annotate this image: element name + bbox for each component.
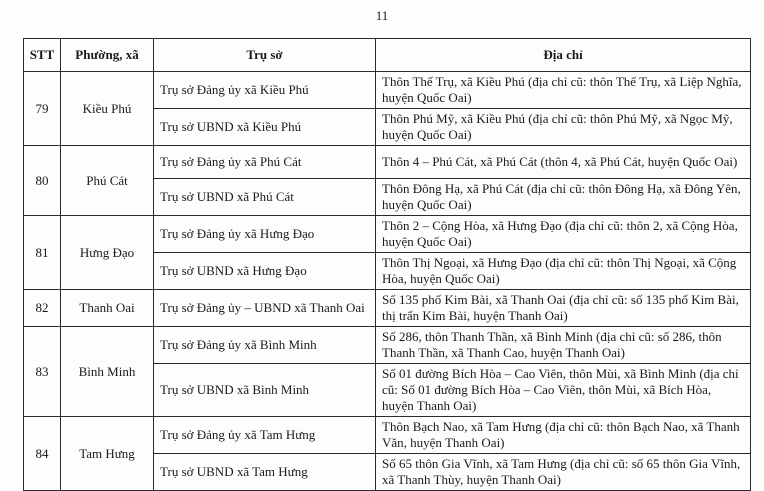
address-cell: Thôn Phú Mỹ, xã Kiều Phú (địa chỉ cũ: thôn Phú Mỹ, xã Ngọc Mỹ, huyện Quốc Oai) — [376, 109, 751, 146]
stt-cell: 80 — [24, 146, 61, 216]
office-cell: Trụ sở Đảng ủy xã Tam Hưng — [154, 417, 376, 454]
office-cell: Trụ sở Đảng ủy xã Kiều Phú — [154, 72, 376, 109]
address-cell: Số 01 đường Bích Hòa – Cao Viên, thôn Mùi, xã Bình Minh (địa chỉ cũ: Số 01 đường Bích Hòa – Cao Viên, thôn Mùi, xã Bích Hòa, huyện Thanh Oai) — [376, 364, 751, 417]
address-cell: Thôn Thế Trụ, xã Kiều Phú (địa chỉ cũ: thôn Thế Trụ, xã Liệp Nghĩa, huyện Quốc Oai) — [376, 72, 751, 109]
office-cell: Trụ sở Đảng ủy xã Phú Cát — [154, 146, 376, 179]
table-row — [24, 72, 751, 109]
address-cell: Số 135 phố Kim Bài, xã Thanh Oai (địa chỉ cũ: số 135 phố Kim Bài, thị trấn Kim Bài, huyện Thanh Oai) — [376, 290, 751, 327]
address-cell: Số 286, thôn Thanh Thần, xã Bình Minh (địa chỉ cũ: số 286, thôn Thanh Thần, xã Thanh Cao, huyện Thanh Oai) — [376, 327, 751, 364]
address-cell: Thôn Đông Hạ, xã Phú Cát (địa chỉ cũ: thôn Đông Hạ, xã Đông Yên, huyện Quốc Oai) — [376, 179, 751, 216]
page-number: 11 — [375, 8, 389, 23]
table-row — [24, 216, 751, 253]
ward-cell: Thanh Oai — [61, 290, 154, 327]
ward-cell: Tam Hưng — [61, 417, 154, 491]
office-cell: Trụ sở UBND xã Kiều Phú — [154, 109, 376, 146]
header-address: Địa chỉ — [376, 39, 751, 72]
stt-cell: 81 — [24, 216, 61, 290]
table-row — [24, 327, 751, 364]
office-cell: Trụ sở Đảng ủy xã Bình Minh — [154, 327, 376, 364]
stt-cell: 82 — [24, 290, 61, 327]
office-cell: Trụ sở UBND xã Tam Hưng — [154, 454, 376, 491]
table-header-row — [24, 39, 751, 72]
header-ward: Phường, xã — [61, 39, 154, 72]
office-cell: Trụ sở UBND xã Phú Cát — [154, 179, 376, 216]
office-cell: Trụ sở Đảng ủy xã Hưng Đạo — [154, 216, 376, 253]
ward-cell: Phú Cát — [61, 146, 154, 216]
address-cell: Thôn Thị Ngoại, xã Hưng Đạo (địa chỉ cũ: thôn Thị Ngoại, xã Cộng Hòa, huyện Quốc Oai) — [376, 253, 751, 290]
stt-cell: 84 — [24, 417, 61, 491]
ward-cell: Kiều Phú — [61, 72, 154, 146]
header-office: Trụ sở — [154, 39, 376, 72]
table-row — [24, 146, 751, 179]
office-cell: Trụ sở UBND xã Bình Minh — [154, 364, 376, 417]
address-cell: Thôn 2 – Cộng Hòa, xã Hưng Đạo (địa chỉ cũ: thôn 2, xã Cộng Hòa, huyện Quốc Oai) — [376, 216, 751, 253]
table-row — [24, 290, 751, 327]
office-address-table — [23, 38, 751, 491]
stt-cell: 83 — [24, 327, 61, 417]
office-cell: Trụ sở UBND xã Hưng Đạo — [154, 253, 376, 290]
header-stt: STT — [24, 39, 61, 72]
address-cell: Thôn 4 – Phú Cát, xã Phú Cát (thôn 4, xã Phú Cát, huyện Quốc Oai) — [376, 146, 751, 179]
table-row — [24, 417, 751, 454]
ward-cell: Hưng Đạo — [61, 216, 154, 290]
office-cell: Trụ sở Đảng ủy – UBND xã Thanh Oai — [154, 290, 376, 327]
address-cell: Thôn Bạch Nao, xã Tam Hưng (địa chỉ cũ: thôn Bạch Nao, xã Thanh Văn, huyện Thanh Oai) — [376, 417, 751, 454]
address-cell: Số 65 thôn Gia Vĩnh, xã Tam Hưng (địa chỉ cũ: số 65 thôn Gia Vĩnh, xã Thanh Thùy, huyện Thanh Oai) — [376, 454, 751, 491]
ward-cell: Bình Minh — [61, 327, 154, 417]
stt-cell: 79 — [24, 72, 61, 146]
